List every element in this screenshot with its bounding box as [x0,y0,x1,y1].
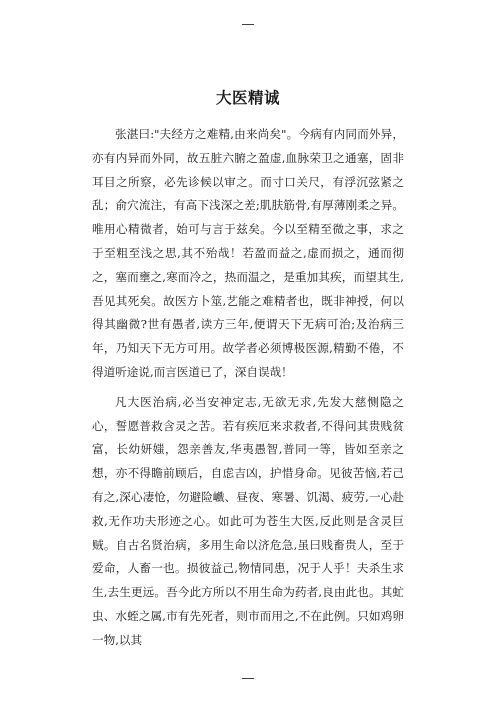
document-title: 大医精诚 [215,89,280,107]
paragraph-2: 凡大医治病,必当安神定志,无欲无求,先发大慈恻隐之心，誓愿普救含灵之苦。若有疾厄来求救者,不得问其贵贱贫富，长幼妍媸，怨亲善友,华夷愚智,普同一等，皆如至亲之想，亦不得瞻前顾后，自虑吉凶，护惜身命。见彼苦恼,若己有之,深心凄怆，勿避险巇、昼夜、寒暑、饥渴、疲劳,一心赴救,无作功夫形迹之心。如此可为苍生大医,反此则是含灵巨贼。自古名贤治病，多用生命以济危急,虽曰贱畜贵人，至于爱命，人畜一也。损彼益己,物情同患，况于人乎！夫杀生求生,去生更远。吾今此方所以不用生命为药者,良由此也。其虻虫、水蛭之属,市有先死者，则市而用之,不在此例。只如鸡卵一物,以其 [92,394,404,647]
page-mark-top: — [241,17,255,32]
paragraph-1: 张湛曰:"夫经方之难精,由来尚矣"。今病有内同而外异，亦有内异而外同，故五脏六腑之盈虚,血脉荣卫之通塞，固非耳目之所察，必先诊候以审之。而寸口关尺，有浮沉弦紧之乱；俞穴流注，有高下浅深之差;肌肤筋骨,有厚薄刚柔之异。唯用心精微者，始可与言于兹矣。今以至精至微之事，求之于至粗至浅之思,其不殆哉！若盈而益之,虚而损之，通而彻之，塞而壅之,寒而冷之，热而温之，是重加其疾，而望其生,吾见其死矣。故医方卜筮,艺能之难精者也，既非神授，何以得其幽微?世有愚者,读方三年,便谓天下无病可治;及治病三年，乃知天下无方可用。故学者必须博极医源,精勤不倦，不得道听途说,而言医道已了，深自误哉！ [92,127,404,379]
page-mark-bottom: — [241,671,255,686]
document-body [92,123,404,653]
